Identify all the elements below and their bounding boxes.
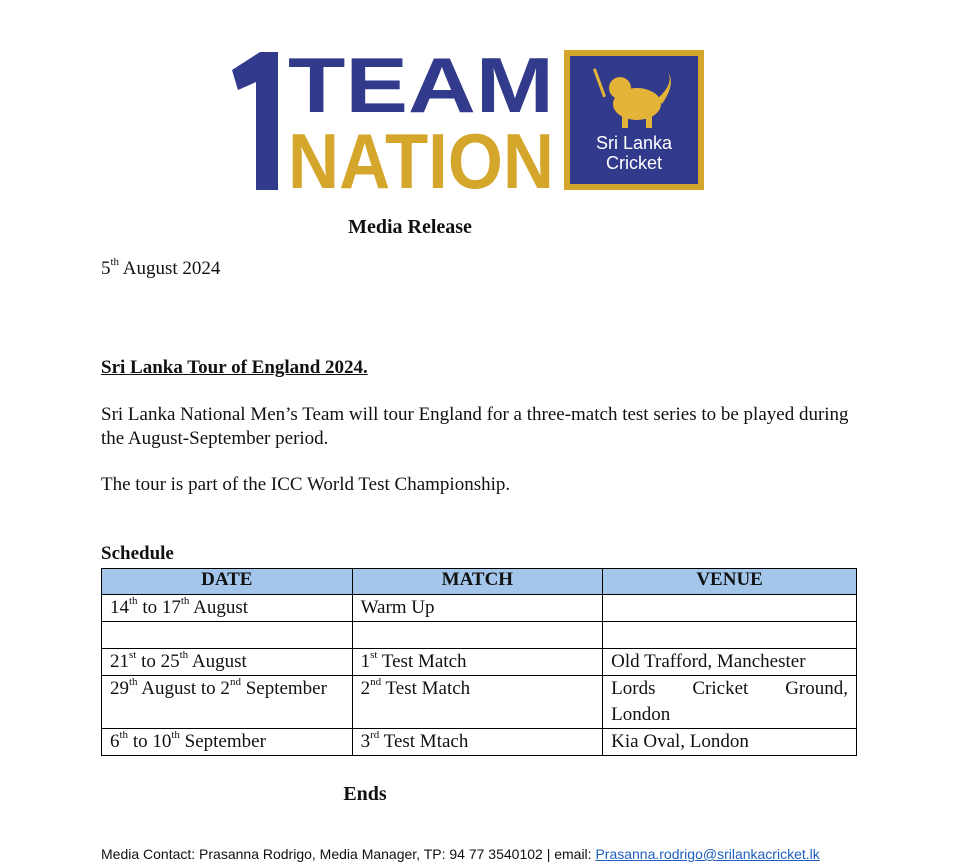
table-row <box>102 622 857 649</box>
table-row <box>102 729 857 756</box>
venue-line-2: London <box>611 704 671 725</box>
schedule-table <box>101 568 857 756</box>
one-numeral-icon <box>232 52 278 190</box>
championship-paragraph: The tour is part of the ICC World Test Championship. <box>101 474 511 495</box>
match-cell: 1st Test Match <box>352 649 603 676</box>
date-cell: 21st to 25th August <box>102 649 353 676</box>
logo-team-text: TEAM <box>288 48 554 129</box>
date-cell: 29th August to 2nd September <box>102 676 353 729</box>
date-cell <box>102 622 353 649</box>
logo-nation-text: NATION <box>288 117 554 193</box>
table-row <box>102 649 857 676</box>
venue-cell: Kia Oval, London <box>603 729 857 756</box>
ends-label: Ends <box>343 783 387 805</box>
badge-text-line2: Cricket <box>605 153 663 173</box>
badge-text-line1: Sri Lanka <box>595 133 673 153</box>
table-row <box>102 595 857 622</box>
venue-cell <box>603 595 857 622</box>
date-day-suffix: th <box>110 255 120 268</box>
match-cell: 2nd Test Match <box>352 676 603 729</box>
schedule-label: Schedule <box>101 543 174 564</box>
venue-cell <box>603 622 857 649</box>
venue-cell <box>603 676 857 729</box>
header-match: MATCH <box>352 569 603 595</box>
release-date <box>101 255 221 280</box>
venue-cell: Old Trafford, Manchester <box>603 649 857 676</box>
document-title: Media Release <box>348 216 472 238</box>
date-rest: August 2024 <box>119 258 221 279</box>
media-contact <box>101 846 820 862</box>
date-cell: 14th to 17th August <box>102 595 353 622</box>
table-header-row <box>102 569 857 595</box>
team-nation-logo <box>230 48 705 193</box>
section-heading: Sri Lanka Tour of England 2024. <box>101 357 368 378</box>
logo-graphic <box>230 48 705 193</box>
contact-email-link[interactable]: Prasanna.rodrigo@srilankacricket.lk <box>595 846 820 862</box>
match-cell <box>352 622 603 649</box>
intro-paragraph: Sri Lanka National Men’s Team will tour England for a three-match test series to be played during the August-September period. <box>101 404 849 449</box>
date-day: 5 <box>101 258 111 279</box>
venue-line-1: Lords Cricket Ground, <box>611 678 848 699</box>
match-cell: Warm Up <box>352 595 603 622</box>
contact-text: Media Contact: Prasanna Rodrigo, Media Manager, TP: 94 77 3540102 | email: <box>101 846 596 862</box>
header-venue: VENUE <box>603 569 857 595</box>
date-cell: 6th to 10th September <box>102 729 353 756</box>
match-cell: 3rd Test Mtach <box>352 729 603 756</box>
table-row <box>102 676 857 729</box>
header-date: DATE <box>102 569 353 595</box>
